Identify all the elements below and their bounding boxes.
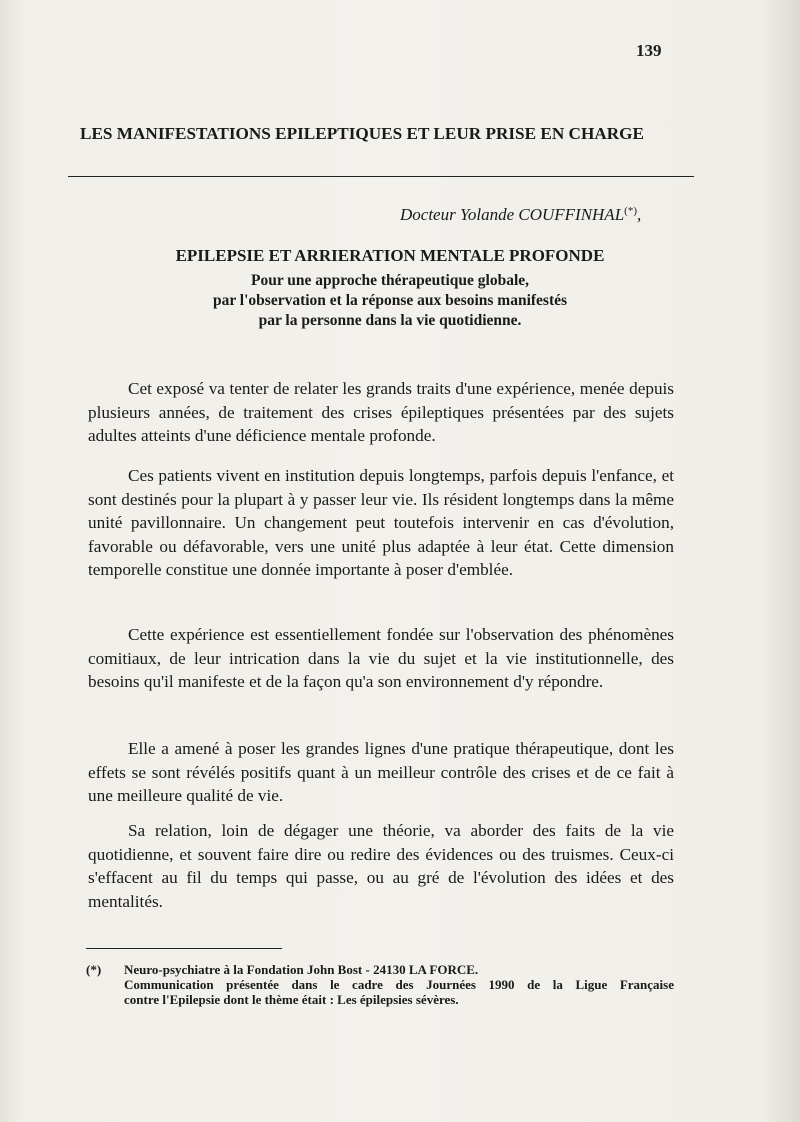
author-name: Docteur Yolande COUFFINHAL xyxy=(400,205,625,224)
footnote-marker: (*) xyxy=(86,962,102,977)
subheading-line: par la personne dans la vie quotidienne. xyxy=(258,312,522,329)
footnote-line: Communication présentée dans le cadre des Journées 1990 de la Ligue Française xyxy=(124,977,674,992)
subheading-line: par l'observation et la réponse aux besoins manifestés xyxy=(212,292,568,309)
footnote-line: contre l'Epilepsie dont le thème était : Les épilepsies sévères. xyxy=(124,992,459,1007)
footnote-text xyxy=(124,962,674,1007)
author-line xyxy=(400,205,700,225)
body-paragraph: Cet exposé va tenter de relater les grands traits d'une expérience, menée depuis plusieurs années, de traitement des crises épileptiques présentées par des sujets adultes atteints d'une déficience mentale profonde. xyxy=(88,379,674,445)
footnote-divider xyxy=(86,948,282,949)
article-heading: EPILEPSIE ET ARRIERATION MENTALE PROFONDE xyxy=(175,246,605,265)
footnote-line: Neuro-psychiatre à la Fondation John Bost - 24130 LA FORCE. xyxy=(124,962,479,977)
title-divider xyxy=(68,176,694,177)
body-paragraph: Cette expérience est essentiellement fondée sur l'observation des phénomènes comitiaux, de leur intrication dans la vie du sujet et la vie institutionnelle, des besoins qu'il manifeste et de la façon qu'a son environnement d'y répondre. xyxy=(88,625,674,691)
page-number: 139 xyxy=(636,41,662,60)
article-subheading xyxy=(80,271,700,331)
chapter-title: LES MANIFESTATIONS EPILEPTIQUES ET LEUR PRISE EN CHARGE xyxy=(80,124,644,143)
body-paragraph: Ces patients vivent en institution depuis longtemps, parfois depuis l'enfance, et sont destinés pour la plupart à y passer leur vie. Ils résident longtemps dans la même unité pavillonnaire. Un changement peut toutefois intervenir en cas d'évolution, favorable ou défavorable, vers une unité plus adaptée à leur état. Cette dimension temporelle constitue une donnée importante à poser d'emblée. xyxy=(88,466,674,579)
body-paragraph: Sa relation, loin de dégager une théorie, va aborder des faits de la vie quotidienne, et souvent faire dire ou redire des évidences ou des truismes. Ceux-ci s'effacent au fil du temps qui passe, ou au gré de l'évolution des idées et des mentalités. xyxy=(88,821,674,911)
body-paragraph: Elle a amené à poser les grandes lignes d'une pratique thérapeutique, dont les effets se sont révélés positifs quant à un meilleur contrôle des crises et de ce fait à une meilleure qualité de vie. xyxy=(88,739,674,805)
author-trailing-comma: , xyxy=(636,205,642,224)
author-footnote-mark: (*) xyxy=(624,205,637,217)
subheading-line: Pour une approche thérapeutique globale, xyxy=(250,272,530,289)
